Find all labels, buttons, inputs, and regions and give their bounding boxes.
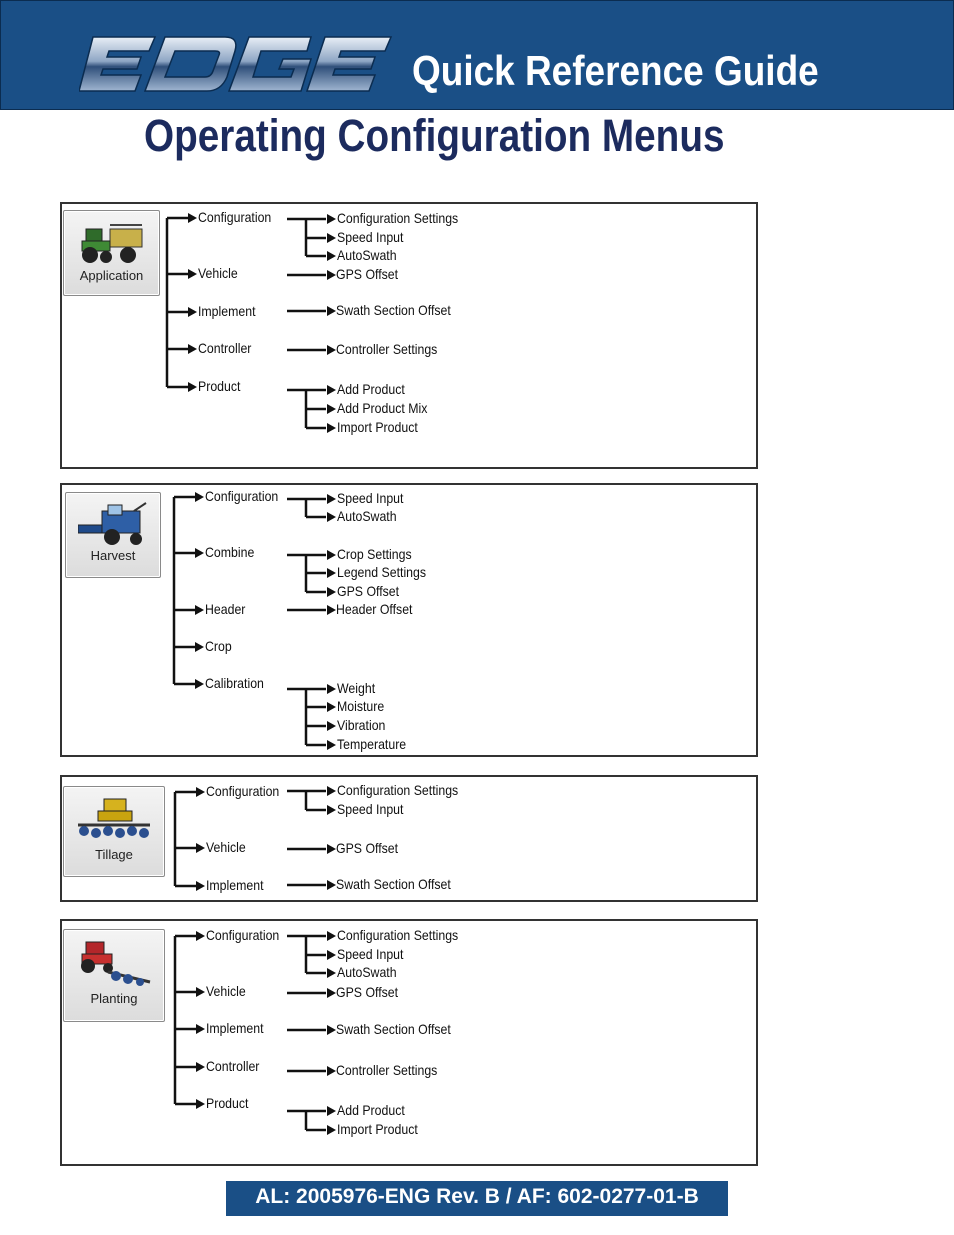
submenu-arrow xyxy=(327,251,336,261)
menu-item[interactable]: Implement xyxy=(206,877,264,893)
footer-banner xyxy=(226,1181,728,1216)
submenu-item[interactable]: Swath Section Offset xyxy=(336,302,451,318)
harvest-mode-label: Harvest xyxy=(90,548,136,563)
menu-arrow xyxy=(195,605,204,615)
submenu-item[interactable]: Speed Input xyxy=(337,946,404,962)
submenu-arrow xyxy=(327,786,336,796)
submenu-arrow xyxy=(327,968,336,978)
menu-arrow xyxy=(196,787,205,797)
submenu-item[interactable]: AutoSwath xyxy=(337,508,397,524)
menu-arrow xyxy=(196,1062,205,1072)
submenu-arrow xyxy=(327,306,336,316)
menu-item[interactable]: Header xyxy=(205,601,246,617)
menu-arrow xyxy=(196,843,205,853)
menu-item[interactable]: Controller xyxy=(198,340,252,356)
submenu-item[interactable]: GPS Offset xyxy=(337,583,400,599)
menu-arrow xyxy=(188,269,197,279)
submenu-item[interactable]: Configuration Settings xyxy=(337,927,459,943)
menu-arrow xyxy=(196,881,205,891)
planting-mode-label: Planting xyxy=(90,991,138,1006)
submenu-item[interactable]: Import Product xyxy=(337,419,418,435)
submenu-arrow xyxy=(327,345,336,355)
submenu-item[interactable]: Speed Input xyxy=(337,229,404,245)
menu-item[interactable]: Configuration xyxy=(206,783,280,799)
submenu-item[interactable]: Speed Input xyxy=(337,490,404,506)
submenu-arrow xyxy=(327,587,336,597)
submenu-arrow xyxy=(327,740,336,750)
submenu-item[interactable]: Configuration Settings xyxy=(337,210,459,226)
submenu-item[interactable]: Swath Section Offset xyxy=(336,876,451,892)
submenu-arrow xyxy=(327,385,336,395)
menu-item[interactable]: Vehicle xyxy=(206,839,246,855)
menu-arrow xyxy=(196,1024,205,1034)
menu-arrow xyxy=(188,307,197,317)
menu-item[interactable]: Combine xyxy=(205,544,255,560)
submenu-item[interactable]: Speed Input xyxy=(337,801,404,817)
menu-item[interactable]: Implement xyxy=(206,1020,264,1036)
menu-item[interactable]: Crop xyxy=(205,638,232,654)
menu-arrow xyxy=(195,679,204,689)
menu-item[interactable]: Calibration xyxy=(205,675,264,691)
submenu-item[interactable]: Crop Settings xyxy=(337,546,412,562)
submenu-item[interactable]: Weight xyxy=(337,680,376,696)
submenu-arrow xyxy=(327,423,336,433)
submenu-item[interactable]: Configuration Settings xyxy=(337,782,459,798)
submenu-arrow xyxy=(327,1066,336,1076)
menu-arrow xyxy=(188,382,197,392)
submenu-arrow xyxy=(327,568,336,578)
submenu-arrow xyxy=(327,1025,336,1035)
submenu-item[interactable]: GPS Offset xyxy=(336,266,399,282)
submenu-arrow xyxy=(327,404,336,414)
submenu-arrow xyxy=(327,950,336,960)
submenu-arrow xyxy=(327,721,336,731)
menu-arrow xyxy=(195,548,204,558)
submenu-item[interactable]: Add Product xyxy=(337,1102,405,1118)
submenu-item[interactable]: Add Product xyxy=(337,381,405,397)
menu-arrow xyxy=(196,931,205,941)
submenu-arrow xyxy=(327,605,336,615)
submenu-item[interactable]: GPS Offset xyxy=(336,984,399,1000)
menu-item[interactable]: Vehicle xyxy=(198,265,238,281)
submenu-arrow xyxy=(327,805,336,815)
submenu-arrow xyxy=(327,550,336,560)
submenu-arrow xyxy=(327,931,336,941)
menu-item[interactable]: Configuration xyxy=(205,488,279,504)
submenu-item[interactable]: Controller Settings xyxy=(336,341,438,357)
submenu-arrow xyxy=(327,214,336,224)
menu-item[interactable]: Vehicle xyxy=(206,983,246,999)
menu-item[interactable]: Configuration xyxy=(206,927,280,943)
menu-arrow xyxy=(195,492,204,502)
submenu-item[interactable]: Temperature xyxy=(337,736,407,752)
submenu-item[interactable]: AutoSwath xyxy=(337,247,397,263)
submenu-item[interactable]: Vibration xyxy=(337,717,386,733)
menu-arrow xyxy=(196,987,205,997)
submenu-arrow xyxy=(327,684,336,694)
submenu-arrow xyxy=(327,702,336,712)
submenu-arrow xyxy=(327,1106,336,1116)
application-mode-label: Application xyxy=(79,268,144,283)
submenu-item[interactable]: Swath Section Offset xyxy=(336,1021,451,1037)
menu-arrow xyxy=(196,1099,205,1109)
submenu-item[interactable]: Moisture xyxy=(337,698,385,714)
submenu-item[interactable]: Header Offset xyxy=(336,601,413,617)
submenu-item[interactable]: Controller Settings xyxy=(336,1062,438,1078)
submenu-arrow xyxy=(327,844,336,854)
submenu-arrow xyxy=(327,270,336,280)
menu-item[interactable]: Product xyxy=(198,378,241,394)
submenu-item[interactable]: AutoSwath xyxy=(337,964,397,980)
page-title: Operating Configuration Menus xyxy=(144,110,725,161)
menu-item[interactable]: Controller xyxy=(206,1058,260,1074)
menu-item[interactable]: Product xyxy=(206,1095,249,1111)
submenu-arrow xyxy=(327,880,336,890)
submenu-item[interactable]: GPS Offset xyxy=(336,840,399,856)
guide-title: Quick Reference Guide xyxy=(412,47,819,94)
menu-item[interactable]: Implement xyxy=(198,303,256,319)
submenu-arrow xyxy=(327,494,336,504)
submenu-arrow xyxy=(327,988,336,998)
submenu-arrow xyxy=(327,512,336,522)
menu-item[interactable]: Configuration xyxy=(198,209,272,225)
submenu-item[interactable]: Add Product Mix xyxy=(337,400,428,416)
document-number: AL: 2005976-ENG Rev. B / AF: 602-0277-01-B xyxy=(255,1185,699,1208)
menu-arrow xyxy=(195,642,204,652)
submenu-arrow xyxy=(327,233,336,243)
menu-arrow xyxy=(188,344,197,354)
submenu-arrow xyxy=(327,1125,336,1135)
submenu-item[interactable]: Legend Settings xyxy=(337,564,427,580)
tillage-mode-label: Tillage xyxy=(95,847,133,862)
menu-arrow xyxy=(188,213,197,223)
submenu-item[interactable]: Import Product xyxy=(337,1121,418,1137)
